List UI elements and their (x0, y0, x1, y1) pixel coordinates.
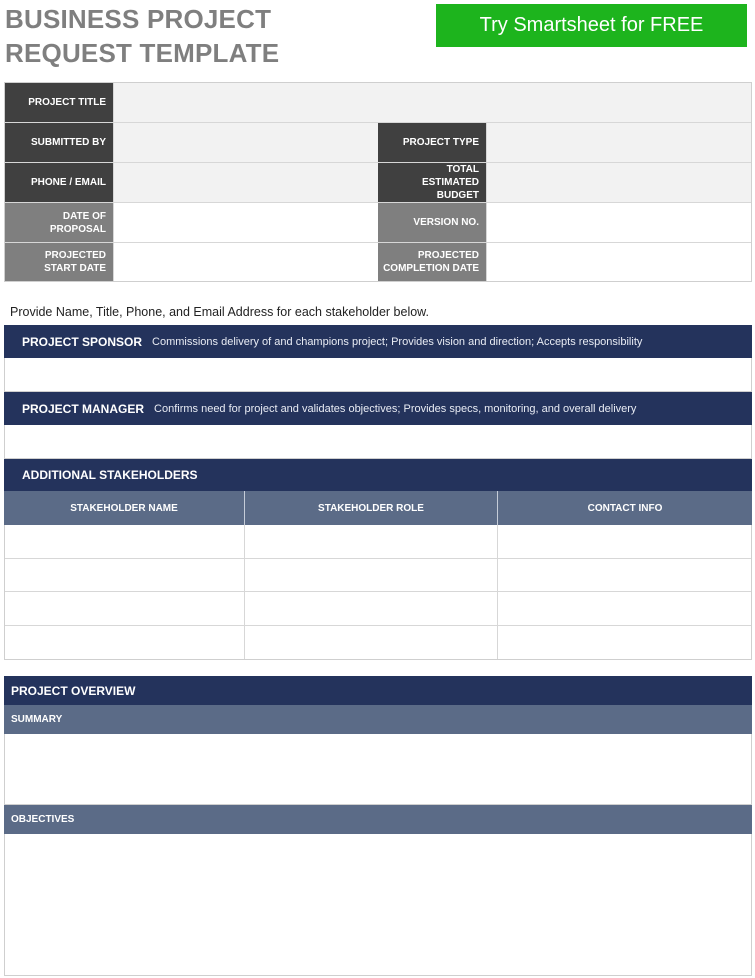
projected-completion-field[interactable] (486, 243, 751, 281)
total-budget-field[interactable] (486, 163, 751, 203)
projected-start-line1: PROJECTED (44, 250, 106, 261)
date-of-proposal-label (5, 203, 113, 243)
page-title (5, 2, 279, 70)
projected-completion-label (378, 243, 486, 281)
project-info-grid (4, 82, 752, 282)
projected-start-label (5, 243, 113, 281)
additional-stakeholders-header (4, 459, 752, 491)
project-manager-field[interactable] (4, 425, 752, 459)
project-sponsor-header (4, 325, 752, 358)
stakeholder-role-cell[interactable] (245, 626, 497, 660)
project-sponsor-desc: Commissions delivery of and champions project; Provides vision and direction; Accepts responsibility (152, 335, 643, 348)
submitted-by-field[interactable] (113, 123, 378, 163)
version-no-field[interactable] (486, 203, 751, 243)
project-manager-title: PROJECT MANAGER (22, 401, 145, 416)
try-smartsheet-button[interactable]: Try Smartsheet for FREE (436, 4, 747, 47)
project-title-label: PROJECT TITLE (5, 83, 113, 123)
phone-email-field[interactable] (113, 163, 378, 203)
total-budget-label-line1: TOTAL (446, 164, 479, 175)
stakeholder-name-cell[interactable] (5, 626, 245, 660)
projected-completion-line2: COMPLETION DATE (383, 263, 479, 274)
contact-info-column: CONTACT INFO (587, 502, 663, 514)
summary-field[interactable] (4, 734, 752, 805)
submitted-by-label: SUBMITTED BY (5, 123, 113, 163)
table-row (5, 559, 751, 593)
table-row (5, 592, 751, 626)
projected-start-field[interactable] (113, 243, 378, 281)
objectives-header: OBJECTIVES (4, 805, 752, 834)
date-of-proposal-field[interactable] (113, 203, 378, 243)
stakeholder-table-body (4, 525, 752, 660)
stakeholder-role-column: STAKEHOLDER ROLE (245, 491, 498, 525)
objectives-field[interactable] (4, 834, 752, 976)
stakeholder-name-column: STAKEHOLDER NAME (4, 491, 245, 525)
phone-email-label: PHONE / EMAIL (5, 163, 113, 203)
additional-stakeholders-title: ADDITIONAL STAKEHOLDERS (22, 468, 198, 482)
project-sponsor-title: PROJECT SPONSOR (22, 334, 143, 349)
summary-header: SUMMARY (4, 705, 752, 734)
projected-start-line2: START DATE (44, 263, 106, 274)
stakeholder-role-cell[interactable] (245, 525, 497, 558)
project-sponsor-field[interactable] (4, 358, 752, 392)
total-budget-label-line2: ESTIMATED BUDGET (421, 177, 479, 201)
contact-info-cell[interactable] (498, 559, 751, 592)
projected-completion-line1: PROJECTED (417, 250, 479, 261)
stakeholder-role-cell[interactable] (245, 559, 497, 592)
contact-info-cell[interactable] (498, 592, 751, 625)
title-line-2: REQUEST TEMPLATE (5, 38, 280, 68)
stakeholder-table-header (4, 491, 752, 525)
project-type-label: PROJECT TYPE (378, 123, 486, 163)
version-no-label: VERSION NO. (378, 203, 486, 243)
table-row (5, 525, 751, 559)
total-budget-label (378, 163, 486, 203)
stakeholder-role-cell[interactable] (245, 592, 497, 625)
project-title-field[interactable] (113, 83, 751, 123)
stakeholder-name-cell[interactable] (5, 592, 245, 625)
date-of-proposal-line2: PROPOSAL (49, 223, 106, 235)
project-manager-header (4, 392, 752, 425)
stakeholder-name-cell[interactable] (5, 525, 245, 558)
contact-info-cell[interactable] (498, 626, 751, 660)
project-overview-header (4, 676, 752, 705)
title-line-1: BUSINESS PROJECT (5, 4, 272, 34)
table-row (5, 626, 751, 660)
contact-info-cell[interactable] (498, 525, 751, 558)
date-of-proposal-line1: DATE OF (62, 210, 106, 222)
project-type-field[interactable] (486, 123, 751, 163)
project-manager-desc: Confirms need for project and validates objectives; Provides specs, monitoring, and overall delivery (154, 402, 637, 415)
stakeholder-note: Provide Name, Title, Phone, and Email Address for each stakeholder below. (10, 305, 429, 319)
stakeholder-name-cell[interactable] (5, 559, 245, 592)
project-overview-title: PROJECT OVERVIEW (11, 683, 136, 698)
